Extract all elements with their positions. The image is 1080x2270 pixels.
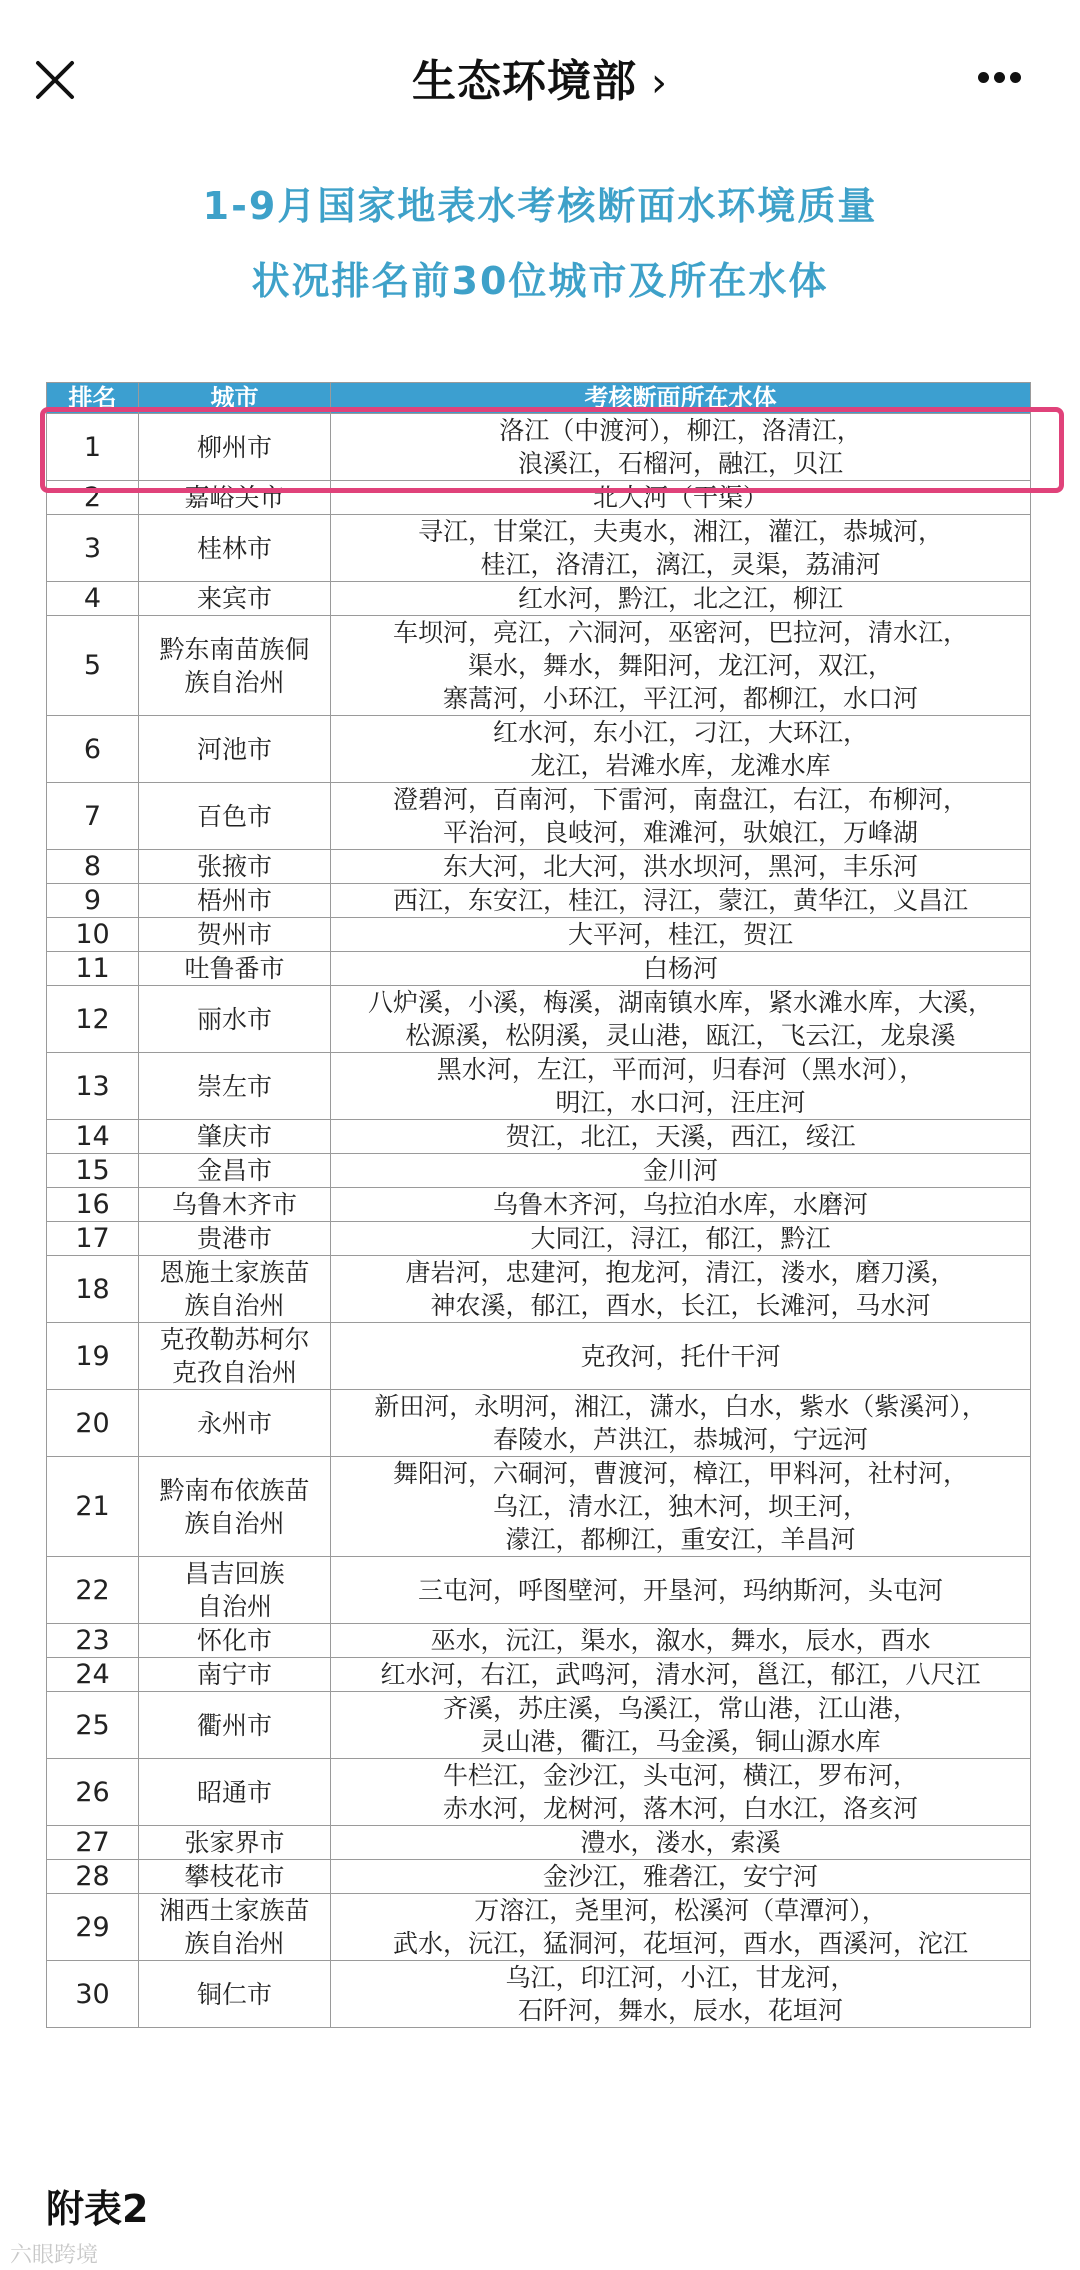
city-cell: 克孜勒苏柯尔 克孜自治州 bbox=[139, 1323, 331, 1390]
city-cell: 永州市 bbox=[139, 1390, 331, 1457]
city-cell: 金昌市 bbox=[139, 1154, 331, 1188]
table-row bbox=[47, 1323, 1031, 1390]
city-cell: 乌鲁木齐市 bbox=[139, 1188, 331, 1222]
city-cell: 铜仁市 bbox=[139, 1961, 331, 2028]
rank-cell: 16 bbox=[47, 1188, 139, 1222]
city-cell: 柳州市 bbox=[139, 414, 331, 481]
water-body-cell: 乌鲁木齐河，乌拉泊水库，水磨河 bbox=[331, 1188, 1031, 1222]
city-cell: 湘西土家族苗 族自治州 bbox=[139, 1894, 331, 1961]
table-row bbox=[47, 1961, 1031, 2028]
appendix-label: 附表2 bbox=[46, 2187, 149, 2231]
document-title-line1: 1-9月国家地表水考核断面水环境质量 bbox=[202, 184, 878, 228]
header-water-body: 考核断面所在水体 bbox=[331, 383, 1031, 414]
rank-cell: 3 bbox=[47, 515, 139, 582]
water-body-cell: 黑水河，左江，平而河，归春河（黑水河）， 明江，水口河，汪庄河 bbox=[331, 1053, 1031, 1120]
water-body-cell: 齐溪，苏庄溪，乌溪江，常山港，江山港， 灵山港，衢江，马金溪，铜山源水库 bbox=[331, 1692, 1031, 1759]
table-row bbox=[47, 783, 1031, 850]
rank-cell: 10 bbox=[47, 918, 139, 952]
water-body-cell: 乌江，印江河，小江，甘龙河， 石阡河，舞水，辰水，花垣河 bbox=[331, 1961, 1031, 2028]
water-body-cell: 唐岩河，忠建河，抱龙河，清江，溇水，磨刀溪， 神农溪，郁江，酉水，长江，长滩河，马水河 bbox=[331, 1256, 1031, 1323]
water-body-cell: 贺江，北江，天溪，西江，绥江 bbox=[331, 1120, 1031, 1154]
rank-cell: 4 bbox=[47, 582, 139, 616]
city-cell: 恩施土家族苗 族自治州 bbox=[139, 1256, 331, 1323]
watermark-text: 六眼跨境 bbox=[10, 2243, 99, 2268]
city-cell: 贵港市 bbox=[139, 1222, 331, 1256]
city-cell: 黔南布依族苗 族自治州 bbox=[139, 1457, 331, 1557]
table-row bbox=[47, 1759, 1031, 1826]
table-row bbox=[47, 986, 1031, 1053]
water-body-cell: 车坝河，亮江，六洞河，巫密河，巴拉河，清水江， 渠水，舞水，舞阳河，龙江河，双江， 寨蒿河，小环江，平江河，都柳江，水口河 bbox=[331, 616, 1031, 716]
city-cell: 昭通市 bbox=[139, 1759, 331, 1826]
city-cell: 昌吉回族 自治州 bbox=[139, 1557, 331, 1624]
rank-cell: 26 bbox=[47, 1759, 139, 1826]
top-nav-bar bbox=[0, 0, 1080, 150]
rank-cell: 14 bbox=[47, 1120, 139, 1154]
table-row bbox=[47, 1256, 1031, 1323]
rank-cell: 6 bbox=[47, 716, 139, 783]
rank-cell: 17 bbox=[47, 1222, 139, 1256]
header-rank: 排名 bbox=[47, 383, 139, 414]
city-cell: 吐鲁番市 bbox=[139, 952, 331, 986]
table-row bbox=[47, 1053, 1031, 1120]
water-body-cell: 万溶江，尧里河，松溪河（草潭河）， 武水，沅江，猛洞河，花垣河，酉水，酉溪河，沱江 bbox=[331, 1894, 1031, 1961]
table-row bbox=[47, 1692, 1031, 1759]
water-body-cell: 北大河（干渠） bbox=[331, 481, 1031, 515]
water-body-cell: 寻江，甘棠江，夫夷水，湘江，灌江，恭城河， 桂江，洛清江，漓江，灵渠，荔浦河 bbox=[331, 515, 1031, 582]
table-body bbox=[47, 414, 1031, 2028]
rank-cell: 1 bbox=[47, 414, 139, 481]
city-cell: 来宾市 bbox=[139, 582, 331, 616]
table-row bbox=[47, 1557, 1031, 1624]
chevron-right-icon: › bbox=[651, 60, 668, 106]
rank-cell: 5 bbox=[47, 616, 139, 716]
water-body-cell: 三屯河，呼图壁河，开垦河，玛纳斯河，头屯河 bbox=[331, 1557, 1031, 1624]
water-body-cell: 红水河，黔江，北之江，柳江 bbox=[331, 582, 1031, 616]
table-row bbox=[47, 918, 1031, 952]
header-city: 城市 bbox=[139, 383, 331, 414]
water-body-cell: 东大河，北大河，洪水坝河，黑河，丰乐河 bbox=[331, 850, 1031, 884]
rank-cell: 8 bbox=[47, 850, 139, 884]
table-row bbox=[47, 952, 1031, 986]
water-body-cell: 洛江（中渡河），柳江，洛清江， 浪溪江，石榴河，融江，贝江 bbox=[331, 414, 1031, 481]
water-body-cell: 红水河，东小江，刁江，大环江， 龙江，岩滩水库，龙滩水库 bbox=[331, 716, 1031, 783]
city-cell: 梧州市 bbox=[139, 884, 331, 918]
rank-cell: 23 bbox=[47, 1624, 139, 1658]
table-row bbox=[47, 1624, 1031, 1658]
city-cell: 桂林市 bbox=[139, 515, 331, 582]
table-row bbox=[47, 1894, 1031, 1961]
rank-cell: 11 bbox=[47, 952, 139, 986]
city-cell: 嘉峪关市 bbox=[139, 481, 331, 515]
city-cell: 百色市 bbox=[139, 783, 331, 850]
city-cell: 丽水市 bbox=[139, 986, 331, 1053]
table-row bbox=[47, 616, 1031, 716]
rank-cell: 25 bbox=[47, 1692, 139, 1759]
rank-cell: 20 bbox=[47, 1390, 139, 1457]
table-row bbox=[47, 1222, 1031, 1256]
rank-cell: 24 bbox=[47, 1658, 139, 1692]
rank-cell: 15 bbox=[47, 1154, 139, 1188]
city-cell: 攀枝花市 bbox=[139, 1860, 331, 1894]
table-row bbox=[47, 1188, 1031, 1222]
rank-cell: 18 bbox=[47, 1256, 139, 1323]
table-row bbox=[47, 1860, 1031, 1894]
table-row bbox=[47, 716, 1031, 783]
more-dots-icon bbox=[978, 68, 1026, 87]
city-cell: 黔东南苗族侗 族自治州 bbox=[139, 616, 331, 716]
table-row bbox=[47, 1658, 1031, 1692]
ranking-table bbox=[46, 382, 1031, 2028]
table-row bbox=[47, 515, 1031, 582]
city-cell: 崇左市 bbox=[139, 1053, 331, 1120]
ranking-table-container bbox=[46, 382, 1030, 2028]
rank-cell: 27 bbox=[47, 1826, 139, 1860]
rank-cell: 29 bbox=[47, 1894, 139, 1961]
city-cell: 贺州市 bbox=[139, 918, 331, 952]
city-cell: 衢州市 bbox=[139, 1692, 331, 1759]
city-cell: 张掖市 bbox=[139, 850, 331, 884]
water-body-cell: 澧水，溇水，索溪 bbox=[331, 1826, 1031, 1860]
rank-cell: 19 bbox=[47, 1323, 139, 1390]
rank-cell: 30 bbox=[47, 1961, 139, 2028]
table-row bbox=[47, 1154, 1031, 1188]
city-cell: 张家界市 bbox=[139, 1826, 331, 1860]
rank-cell: 21 bbox=[47, 1457, 139, 1557]
water-body-cell: 大平河，桂江，贺江 bbox=[331, 918, 1031, 952]
water-body-cell: 巫水，沅江，渠水，溆水，舞水，辰水，酉水 bbox=[331, 1624, 1031, 1658]
rank-cell: 7 bbox=[47, 783, 139, 850]
highlight-box-first-row bbox=[40, 407, 1064, 493]
table-row bbox=[47, 1457, 1031, 1557]
account-name: 生态环境部 bbox=[412, 56, 637, 107]
rank-cell: 2 bbox=[47, 481, 139, 515]
water-body-cell: 新田河，永明河，湘江，潇水，白水，紫水（紫溪河）， 春陵水，芦洪江，恭城河，宁远河 bbox=[331, 1390, 1031, 1457]
water-body-cell: 大同江，浔江，郁江，黔江 bbox=[331, 1222, 1031, 1256]
rank-cell: 28 bbox=[47, 1860, 139, 1894]
water-body-cell: 克孜河，托什干河 bbox=[331, 1323, 1031, 1390]
more-options-button[interactable] bbox=[978, 58, 1042, 98]
water-body-cell: 八炉溪，小溪，梅溪，湖南镇水库，紧水滩水库，大溪， 松源溪，松阴溪，灵山港，瓯江，飞云江，龙泉溪 bbox=[331, 986, 1031, 1053]
water-body-cell: 红水河，右江，武鸣河，清水河，邕江，郁江，八尺江 bbox=[331, 1658, 1031, 1692]
rank-cell: 9 bbox=[47, 884, 139, 918]
table-row bbox=[47, 884, 1031, 918]
table-row bbox=[47, 850, 1031, 884]
table-row bbox=[47, 1826, 1031, 1860]
rank-cell: 13 bbox=[47, 1053, 139, 1120]
water-body-cell: 澄碧河，百南河，下雷河，南盘江，右江，布柳河， 平治河，良岐河，难滩河，驮娘江，万峰湖 bbox=[331, 783, 1031, 850]
water-body-cell: 舞阳河，六硐河，曹渡河，樟江，甲料河，社村河， 乌江，清水江，独木河，坝王河， 濛江，都柳江，重安江，羊昌河 bbox=[331, 1457, 1031, 1557]
city-cell: 南宁市 bbox=[139, 1658, 331, 1692]
city-cell: 河池市 bbox=[139, 716, 331, 783]
water-body-cell: 白杨河 bbox=[331, 952, 1031, 986]
rank-cell: 22 bbox=[47, 1557, 139, 1624]
document-title-line2: 状况排名前30位城市及所在水体 bbox=[251, 259, 829, 303]
table-row bbox=[47, 1120, 1031, 1154]
city-cell: 肇庆市 bbox=[139, 1120, 331, 1154]
rank-cell: 12 bbox=[47, 986, 139, 1053]
account-name-link[interactable] bbox=[0, 45, 1080, 109]
water-body-cell: 金沙江，雅砻江，安宁河 bbox=[331, 1860, 1031, 1894]
city-cell: 怀化市 bbox=[139, 1624, 331, 1658]
table-row bbox=[47, 582, 1031, 616]
water-body-cell: 牛栏江，金沙江，头屯河，横江，罗布河， 赤水河，龙树河，落木河，白水江，洛亥河 bbox=[331, 1759, 1031, 1826]
table-row bbox=[47, 1390, 1031, 1457]
water-body-cell: 西江，东安江，桂江，浔江，蒙江，黄华江，义昌江 bbox=[331, 884, 1031, 918]
water-body-cell: 金川河 bbox=[331, 1154, 1031, 1188]
